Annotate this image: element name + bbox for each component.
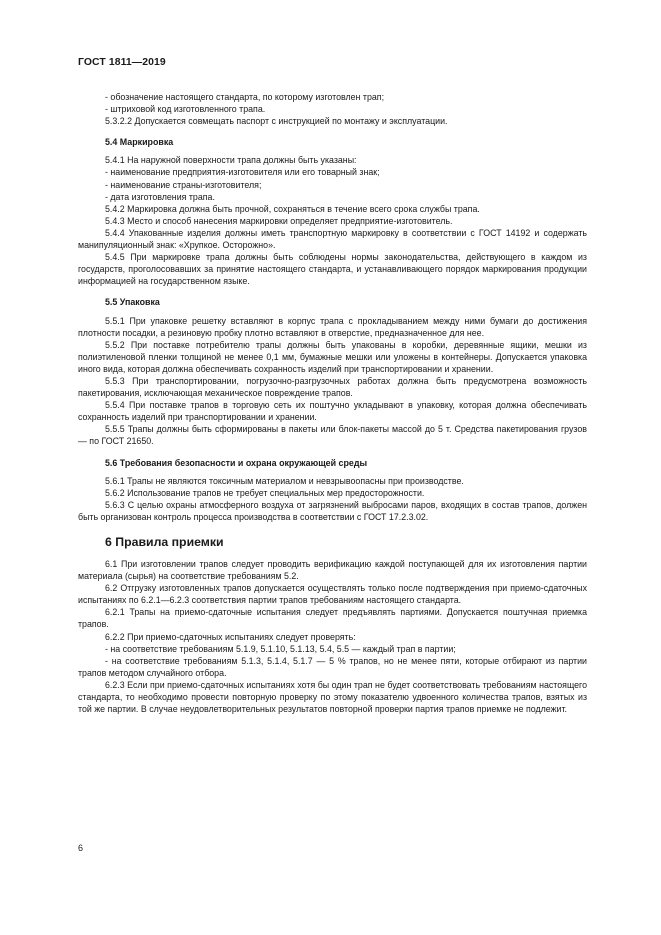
paragraph: 5.6.1 Трапы не являются токсичным материалом и невзрывоопасны при производстве. xyxy=(105,475,464,486)
paragraph: 6.2.2 При приемо-сдаточных испытаниях следует проверять: xyxy=(105,631,356,642)
list-item: - дата изготовления трапа. xyxy=(105,191,215,202)
paragraph: 5.4.3 Место и способ нанесения маркировки определяет предприятие-изготовитель. xyxy=(105,215,453,226)
document-body xyxy=(78,91,587,715)
paragraph: 6.1 При изготовлении трапов следует проводить верификацию каждой поступающей для их изготовления партии материала (сырья) на соответствие требованиям 5.2. xyxy=(78,559,587,582)
paragraph: 5.4.5 При маркировке трапа должны быть соблюдены нормы законодательства, действующего в каждом из государств, проголосовавших за принятие настоящего стандарта, и устанавливающего порядок маркирования продукции информацией на государственном языке. xyxy=(78,252,587,287)
chapter-heading: 6 Правила приемки xyxy=(105,535,224,549)
paragraph: 5.3.2.2 Допускается совмещать паспорт с инструкцией по монтажу и эксплуатации. xyxy=(105,116,448,127)
paragraph: 5.4.2 Маркировка должна быть прочной, сохраняться в течение всего срока службы трапа. xyxy=(105,203,480,214)
list-item: - на соответствие требованиям 5.1.3, 5.1.4, 5.1.7 — 5 % трапов, но не менее пяти, которые отбирают из партии трапов методом случайного отбора. xyxy=(78,655,587,678)
paragraph: 5.4.4 Упакованные изделия должны иметь транспортную маркировку в соответствии с ГОСТ 14192 и содержать манипуляционный знак: «Хрупкое. Осторожно». xyxy=(78,227,587,251)
list-item: - на соответствие требованиям 5.1.9, 5.1.10, 5.1.13, 5.4, 5.5 — каждый трап в партии; xyxy=(105,643,456,654)
page-number: 6 xyxy=(78,843,84,853)
paragraph: 6.2.1 Трапы на приемо-сдаточные испытания следует предъявлять партиями. Допускается поштучная приемка трапов. xyxy=(78,607,587,630)
list-item: - наименование предприятия-изготовителя или его товарный знак; xyxy=(105,167,380,178)
section-heading: 5.4 Маркировка xyxy=(105,137,174,148)
list-item: - наименование страны-изготовителя; xyxy=(105,179,262,190)
section-heading: 5.5 Упаковка xyxy=(105,297,160,308)
list-item: - штриховой код изготовленного трапа. xyxy=(105,104,266,115)
paragraph: 5.5.5 Трапы должны быть сформированы в пакеты или блок-пакеты массой до 5 т. Средства пакетирования грузов — по ГОСТ 21650. xyxy=(78,424,587,447)
paragraph: 5.6.2 Использование трапов не требует специальных мер предосторожности. xyxy=(105,487,425,498)
list-item: - обозначение настоящего стандарта, по которому изготовлен трап; xyxy=(105,92,385,102)
paragraph: 5.4.1 На наружной поверхности трапа должны быть указаны: xyxy=(105,155,357,166)
paragraph: 5.5.1 При упаковке решетку вставляют в корпус трапа с прокладыванием между ними бумаги до достижения плотности посадки, а резиновую пробку плотно вставляют в отверстие, предназначенное для нее. xyxy=(78,315,587,338)
page-header: ГОСТ 1811—2019 xyxy=(78,57,166,68)
paragraph: 5.5.2 При поставке потребителю трапы должны быть упакованы в коробки, деревянные ящики, мешки из полиэтиленовой пленки толщиной не менее 0,1 мм, бумажные мешки или уложены в контейнеры. Допускается упаковка иного вида, которая должна обеспечивать сохранность изделий при транспортировании и хранении. xyxy=(78,339,587,374)
paragraph: 5.6.3 С целью охраны атмосферного воздуха от загрязнений выбросами паров, входящих в состав трапов, должен быть организован контроль процесса производства в соответствии с ГОСТ 17.2.3.02. xyxy=(78,499,587,522)
section-heading: 5.6 Требования безопасности и охрана окружающей среды xyxy=(105,457,368,468)
paragraph: 6.2.3 Если при приемо-сдаточных испытаниях хотя бы один трап не будет соответствовать требованиям настоящего стандарта, то необходимо провести повторную проверку по этому показателю удвоенного количества трапов, взятых из той же партии. В случае неудовлетворительных результатов повторной проверки партия трапов приемке не подлежит. xyxy=(78,679,587,715)
paragraph: 6.2 Отгрузку изготовленных трапов допускается осуществлять только после подтверждения при приемо-сдаточных испытаниях по 6.2.1—6.2.3 соответствия партии трапов требованиям настоящего стандарта. xyxy=(78,583,587,606)
paragraph: 5.5.3 При транспортировании, погрузочно-разгрузочных работах должна быть предусмотрена возможность пакетирования, исключающая механическое повреждение трапов. xyxy=(78,375,587,399)
paragraph: 5.5.4 При поставке трапов в торговую сеть их поштучно укладывают в упаковку, которая должна обеспечивать сохранность изделий при транспортировании и хранении. xyxy=(78,400,587,423)
